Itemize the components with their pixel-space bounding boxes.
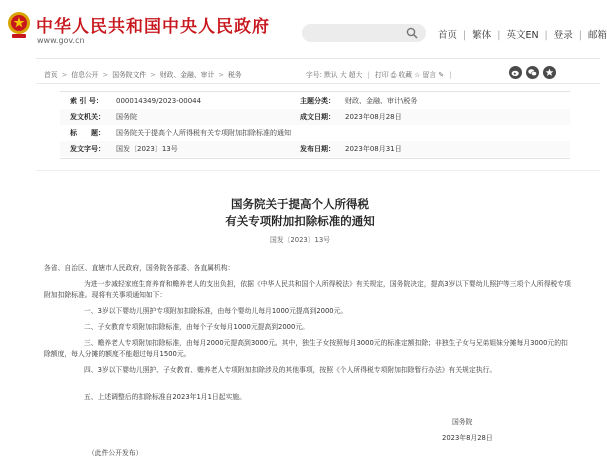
content-divider xyxy=(36,170,600,171)
title-label: 标 题： xyxy=(70,129,105,137)
print-button[interactable] xyxy=(375,71,396,79)
published-date-value: 2023年08月31日 xyxy=(345,145,402,153)
pencil-icon: ✎ xyxy=(438,71,444,79)
info-row-title xyxy=(60,125,570,141)
comment-label: 留言 xyxy=(422,71,437,79)
qzone-icon[interactable] xyxy=(543,66,556,79)
nav-login[interactable]: 登录 xyxy=(553,30,573,41)
topic-value: 财政、金融、审计\税务 xyxy=(345,97,418,105)
nav-mailbox[interactable]: 邮箱 xyxy=(587,30,607,41)
article-tools: 字号: 默认 大 超大 | 打印 ⎙ 收藏 ☆ 留言 ✎ | xyxy=(306,71,452,79)
paragraph-item-3: 三、赡养老人专项附加扣除标准，由每月2000元提高到3000元。其中，独生子女按照每月3000元的标准定额扣除；非独生子女与兄弟姐妹分摊每月3000元的扣除额度，每人分摊的额度不能超过每月1500元。 xyxy=(44,339,568,358)
paragraph-intro: 为进一步减轻家庭生育养育和赡养老人的支出负担，依据《中华人民共和国个人所得税法》有关规定，国务院决定，提高3岁以下婴幼儿照护等三项个人所得税专项附加扣除标准。现将有关事项通知如下： xyxy=(44,280,571,299)
document-title-line2: 有关专项附加扣除标准的通知 xyxy=(225,214,375,228)
topic-label: 主题分类： xyxy=(300,97,335,105)
wechat-icon[interactable] xyxy=(526,66,539,79)
nav-english[interactable]: 英文EN xyxy=(506,30,539,41)
breadcrumb-home[interactable]: 首页 xyxy=(44,71,58,79)
paragraph-item-1: 一、3岁以下婴幼儿照护专项附加扣除标准，由每个婴幼儿每月1000元提高到2000元。 xyxy=(84,307,348,315)
site-header xyxy=(0,0,607,58)
site-title[interactable]: 中华人民共和国中央人民政府 xyxy=(36,17,270,37)
index-number-value: 000014349/2023-00044 xyxy=(116,97,202,105)
created-date-value: 2023年08月28日 xyxy=(345,113,402,121)
created-date-label: 成文日期： xyxy=(300,113,335,121)
font-size-large[interactable]: 大 xyxy=(339,71,347,79)
issuer-value: 国务院 xyxy=(116,113,137,121)
signature-date: 2023年8月28日 xyxy=(442,434,493,442)
print-icon: ⎙ xyxy=(390,71,397,79)
index-number-label: 索 引 号： xyxy=(70,97,103,105)
document-info-table xyxy=(60,91,570,159)
comment-button[interactable] xyxy=(422,71,443,79)
issuer-label: 发文机关： xyxy=(70,113,105,121)
document-number: 国发〔2023〕13号 xyxy=(270,236,330,244)
national-emblem-icon[interactable] xyxy=(6,10,32,40)
paragraph-item-4: 四、3岁以下婴幼儿照护、子女教育、赡养老人专项附加扣除涉及的其他事项，按照《个人所得税专项附加扣除暂行办法》有关规定执行。 xyxy=(84,366,497,374)
font-size-xlarge[interactable]: 超大 xyxy=(348,71,363,79)
font-size-default[interactable]: 默认 xyxy=(324,71,338,79)
top-nav: 首页 | 繁体 | 英文EN | 登录 | 邮箱 xyxy=(438,30,607,41)
star-icon: ☆ xyxy=(414,71,421,79)
salutation: 各省、自治区、直辖市人民政府，国务院各部委、各直属机构： xyxy=(44,264,235,272)
public-release-note: （此件公开发布） xyxy=(88,449,143,457)
nav-traditional[interactable]: 繁体 xyxy=(472,30,492,41)
title-value: 国务院关于提高个人所得税有关专项附加扣除标准的通知 xyxy=(116,129,291,137)
print-label: 打印 xyxy=(375,71,389,79)
doc-number-label: 发文字号： xyxy=(70,145,105,153)
font-size-label: 字号: xyxy=(306,71,322,79)
breadcrumb-info-public[interactable]: 信息公开 xyxy=(71,71,99,79)
header-divider xyxy=(36,58,600,59)
document-title-line1: 国务院关于提高个人所得税 xyxy=(231,197,369,211)
breadcrumb-tax[interactable]: 税务 xyxy=(227,71,242,79)
breadcrumb: 首页 > 信息公开 > 国务院文件 > 财政、金融、审计 > 税务 xyxy=(44,71,242,79)
signature: 国务院 xyxy=(452,418,473,426)
favorite-label: 收藏 xyxy=(398,71,412,79)
published-date-label: 发布日期： xyxy=(300,145,335,153)
info-row-issuer xyxy=(60,109,570,125)
site-url[interactable]: www.gov.cn xyxy=(37,36,85,45)
favorite-button[interactable] xyxy=(398,71,420,79)
breadcrumb-finance[interactable]: 财政、金融、审计 xyxy=(159,71,215,79)
paragraph-item-2: 二、子女教育专项附加扣除标准，由每个子女每月1000元提高到2000元。 xyxy=(84,323,309,331)
info-row-docno xyxy=(60,141,570,157)
paragraph-item-5: 五、上述调整后的扣除标准自2023年1月1日起实施。 xyxy=(84,393,246,401)
breadcrumb-state-council-docs[interactable]: 国务院文件 xyxy=(112,71,147,79)
nav-home[interactable]: 首页 xyxy=(438,30,458,41)
info-row-index xyxy=(60,93,570,109)
weibo-icon[interactable] xyxy=(509,66,522,79)
search-icon[interactable] xyxy=(406,27,418,39)
doc-number-value: 国发〔2023〕13号 xyxy=(116,145,178,153)
search-input[interactable] xyxy=(302,24,426,42)
breadcrumb-divider xyxy=(36,83,600,84)
